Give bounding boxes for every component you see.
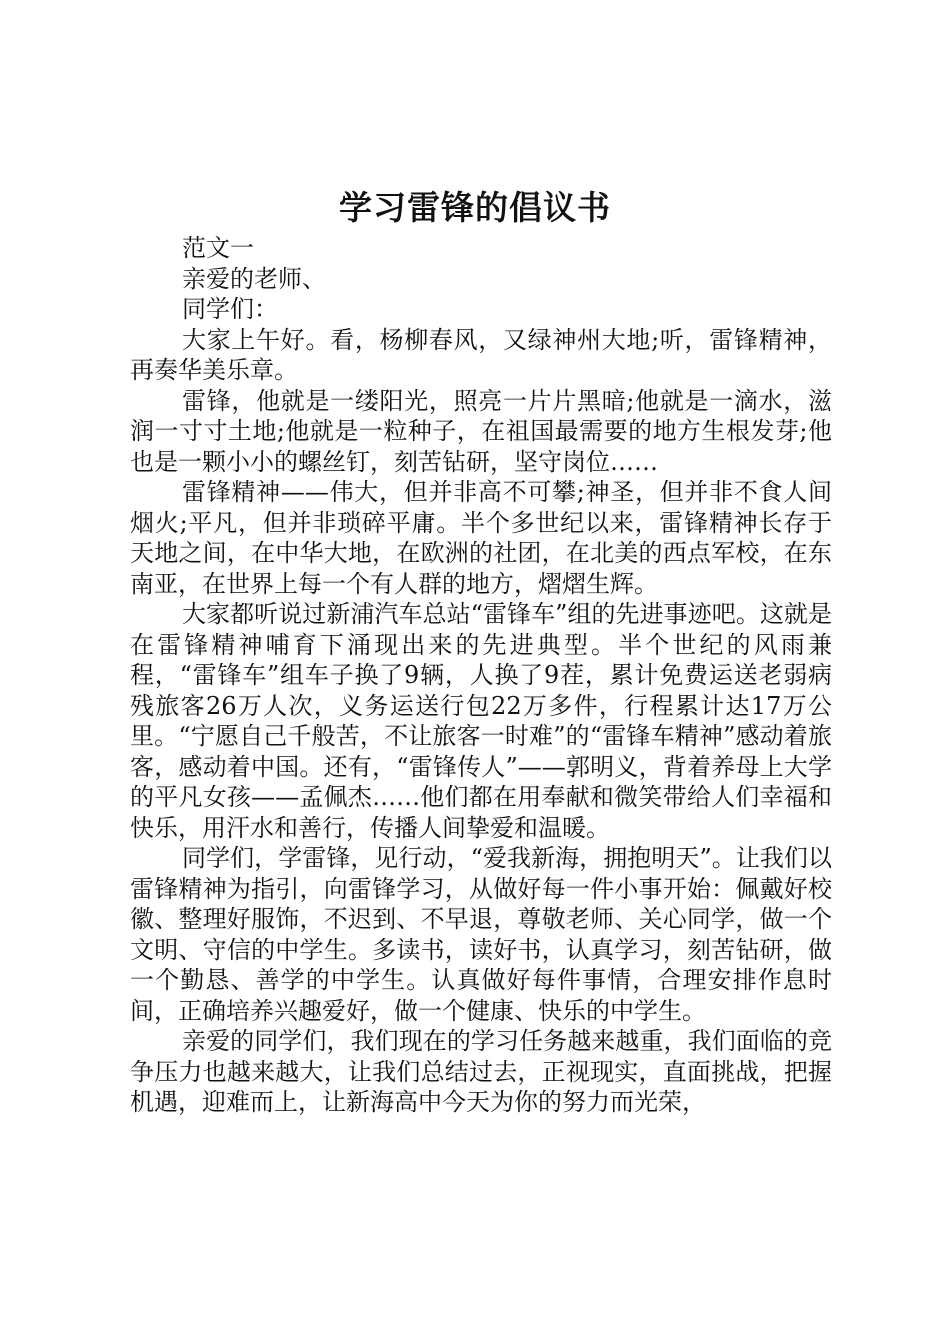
paragraph-salutation-label: 范文一 <box>182 234 254 262</box>
paragraph-call-to-action: 同学们，学雷锋，见行动，“爱我新海，拥抱明天”。让我们以雷锋精神为指引，向雷锋学习，从做好每一件小事开始：佩戴好校徽、整理好服饰，不迟到、不早退，尊敬老师、关心同学，做一个文明、守信的中学生。多读书，读好书，认真学习，刻苦钻研，做一个勤恳、善学的中学生。认真做好每件事情，合理安排作息时间，正确培养兴趣爱好，做一个健康、快乐的中学生。 <box>130 844 832 1025</box>
document-title: 学习雷锋的倡议书 <box>339 188 611 227</box>
paragraph-opening: 大家上午好。看，杨柳春风，又绿神州大地;听，雷锋精神，再奏华美乐章。 <box>130 325 832 384</box>
paragraph-greeting-teachers: 亲爱的老师、 <box>182 264 326 293</box>
paragraph-leifeng-car: 大家都听说过新浦汽车总站“雷锋车”组的先进事迹吧。这就是在雷锋精神哺育下涌现出来的先进典型。半个世纪的风雨兼程，“雷锋车”组车子换了9辆，人换了9茬，累计免费运送老弱病残旅客26万人次，义务运送行包22万多件，行程累计达17万公里。“宁愿自己千般苦，不让旅客一时难”的“雷锋车精神”感动着旅客，感动着中国。还有，“雷锋传人”——郭明义，背着养母上大学的平凡女孩——孟佩杰……他们都在用奉献和微笑带给人们幸福和快乐，用汗水和善行，传播人间挚爱和温暖。 <box>130 600 832 842</box>
paragraph-leifeng-spirit: 雷锋精神——伟大，但并非高不可攀;神圣，但并非不食人间烟火;平凡，但并非琐碎平庸。半个多世纪以来，雷锋精神长存于天地之间，在中华大地，在欧洲的社团，在北美的西点军校，在东南亚，在世界上每一个有人群的地方，熠熠生辉。 <box>130 478 832 598</box>
document-body <box>130 233 832 1118</box>
paragraph-greeting-students: 同学们： <box>182 295 278 323</box>
paragraph-closing: 亲爱的同学们，我们现在的学习任务越来越重，我们面临的竞争压力也越来越大，让我们总结过去，正视现实，直面挑战，把握机遇，迎难而上，让新海高中今天为你的努力而光荣， <box>130 1027 832 1116</box>
paragraph-leifeng-metaphor: 雷锋，他就是一缕阳光，照亮一片片黑暗;他就是一滴水，滋润一寸寸土地;他就是一粒种子，在祖国最需要的地方生根发芽;他也是一颗小小的螺丝钉，刻苦钻研，坚守岗位…… <box>130 386 832 476</box>
